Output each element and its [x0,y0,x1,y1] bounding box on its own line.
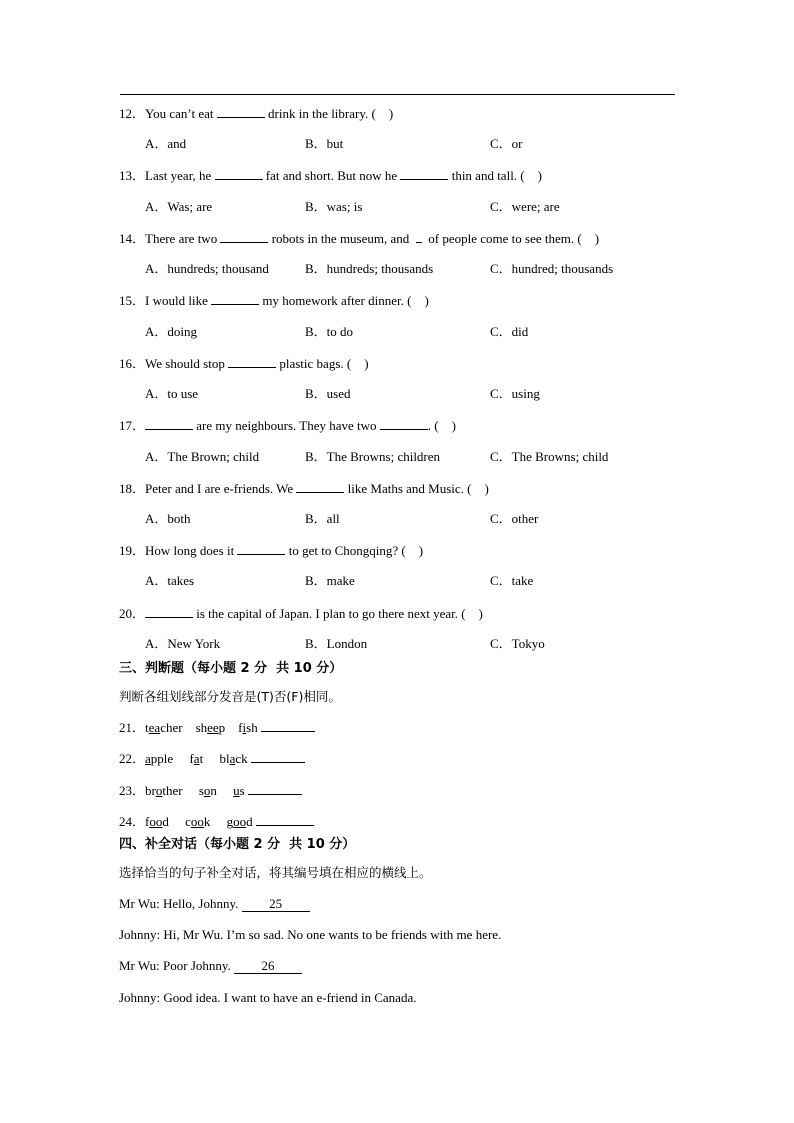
option-c[interactable]: C．take [490,573,534,588]
dialogue-line: Mr Wu: Poor Johnny. 26 [119,958,302,974]
section-3-instruction: 判断各组划线部分发音是(T)否(F)相同。 [119,689,341,704]
question-14: 14．There are two robots in the museum, and of people come to see them. ( ) [119,231,600,246]
options-20 [145,636,685,652]
option-a[interactable]: A．and [145,136,187,151]
answer-blank[interactable] [211,292,259,305]
question-21: 21．teacher sheep fish [119,719,315,736]
question-13: 13．Last year, he fat and short. But now he thin and tall. ( ) [119,168,542,183]
option-b[interactable]: B．London [305,636,368,651]
section-4-instruction: 选择恰当的句子补全对话，将其编号填在相应的横线上。 [119,865,432,880]
option-c[interactable]: C．The Browns; child [490,449,609,464]
answer-blank-25[interactable]: 25 [242,897,310,912]
option-a[interactable]: A．New York [145,636,221,651]
question-19: 19．How long does it to get to Chongqing? ( ) [119,543,424,558]
options-16 [145,386,685,402]
options-15 [145,324,685,340]
option-b[interactable]: B．to do [305,324,354,339]
option-b[interactable]: B．The Browns; children [305,449,441,464]
options-13 [145,199,685,215]
option-b[interactable]: B．used [305,386,351,401]
option-c[interactable]: C．other [490,511,539,526]
options-14 [145,261,685,277]
answer-blank[interactable] [228,355,276,368]
options-18 [145,511,685,527]
answer-blank-26[interactable]: 26 [234,959,302,974]
dialogue-line: Johnny: Hi, Mr Wu. I’m so sad. No one wants to be friends with me here. [119,927,502,942]
option-a[interactable]: A．hundreds; thousand [145,261,269,276]
answer-blank[interactable] [248,782,302,795]
dialogue-line: Mr Wu: Hello, Johnny. 25 [119,896,310,912]
option-a[interactable]: A．to use [145,386,199,401]
answer-blank[interactable] [215,167,263,180]
question-24: 24．food cook good [119,813,314,830]
option-b[interactable]: B．all [305,511,340,526]
options-19 [145,573,685,589]
option-c[interactable]: C．or [490,136,523,151]
question-20: 20． is the capital of Japan. I plan to go there next year. ( ) [119,606,483,621]
option-b[interactable]: B．but [305,136,344,151]
question-16: 16．We should stop plastic bags. ( ) [119,356,369,371]
option-c[interactable]: C．were; are [490,199,560,214]
option-c[interactable]: C．hundred; thousands [490,261,614,276]
answer-blank[interactable] [145,605,193,618]
option-b[interactable]: B．make [305,573,355,588]
option-a[interactable]: A．takes [145,573,195,588]
answer-blank[interactable] [256,813,314,826]
answer-blank[interactable] [261,719,315,732]
option-a[interactable]: A．both [145,511,191,526]
option-c[interactable]: C．Tokyo [490,636,545,651]
options-17 [145,449,685,465]
option-b[interactable]: B．was; is [305,199,363,214]
answer-blank[interactable] [237,542,285,555]
answer-blank[interactable] [220,230,268,243]
answer-blank[interactable] [380,417,428,430]
question-12: 12．You can’t eat drink in the library. ( ) [119,106,394,121]
question-23: 23．brother son us [119,782,302,799]
answer-blank[interactable] [296,480,344,493]
question-18: 18．Peter and I are e-friends. We like Maths and Music. ( ) [119,481,489,496]
answer-blank[interactable] [217,105,265,118]
options-12 [145,136,685,152]
answer-blank[interactable] [251,750,305,763]
answer-blank[interactable] [400,167,448,180]
option-c[interactable]: C．did [490,324,529,339]
option-b[interactable]: B．hundreds; thousands [305,261,434,276]
answer-blank[interactable] [145,417,193,430]
question-22: 22．apple fat black [119,750,305,767]
header-rule [120,94,675,95]
option-a[interactable]: A．doing [145,324,198,339]
option-a[interactable]: A．The Brown; child [145,449,260,464]
dialogue-line: Johnny: Good idea. I want to have an e-friend in Canada. [119,990,417,1005]
option-a[interactable]: A．Was; are [145,199,213,214]
section-3-title: 三、判断题（每小题 2 分 共 10 分） [119,661,343,676]
section-4-title: 四、补全对话（每小题 2 分 共 10 分） [119,837,356,852]
question-17: 17． are my neighbours. They have two . ( ) [119,418,456,433]
option-c[interactable]: C．using [490,386,540,401]
question-15: 15．I would like my homework after dinner. ( ) [119,293,429,308]
